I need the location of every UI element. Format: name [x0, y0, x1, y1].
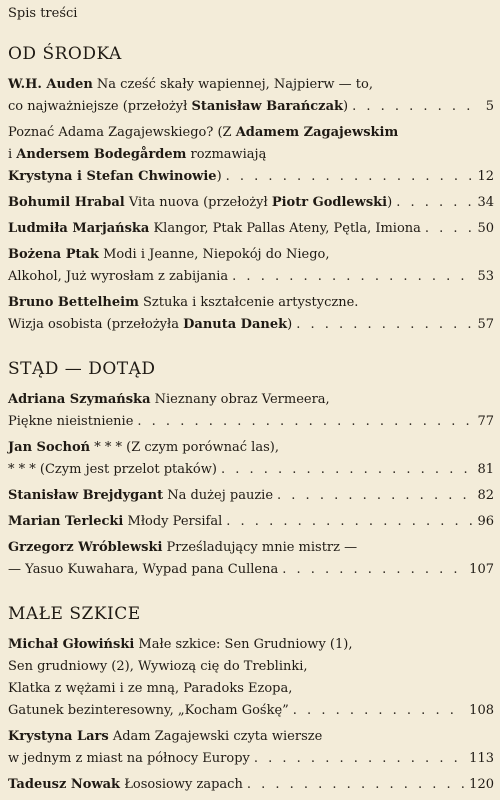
toc-entry[interactable] [8, 634, 494, 722]
page-number: 96 [477, 514, 494, 529]
author-name: Stanisław Barańczak [191, 99, 343, 114]
toc-entry-line [8, 192, 494, 214]
toc-entry-line [8, 459, 494, 481]
toc-entry-line [8, 559, 494, 581]
toc-entry-line [8, 748, 494, 770]
toc-entry[interactable] [8, 437, 494, 481]
toc-entry-line [8, 656, 494, 678]
toc-entry-text [8, 411, 133, 433]
author-name: Ludmiła Marjańska [8, 221, 150, 236]
title-text: Alkohol, Już wyrosłam z zabijania [8, 269, 229, 284]
toc-entry[interactable] [8, 218, 494, 240]
title-text: Młody Persifal [123, 514, 223, 529]
toc-entry[interactable] [8, 774, 494, 796]
section-heading: OD ŚRODKA [8, 44, 122, 64]
toc-entry-line [8, 74, 494, 96]
toc-entry[interactable] [8, 726, 494, 770]
title-text: co najważniejsze (przełożył [8, 99, 192, 114]
toc-entry-text [8, 637, 352, 652]
toc-entry-text [8, 729, 322, 744]
toc-entry-line [8, 411, 494, 433]
page-number: 5 [485, 99, 494, 114]
title-text: Na cześć skały wapiennej, Najpierw — to, [92, 77, 373, 92]
page-number: 108 [469, 703, 494, 718]
toc-entry-line [8, 244, 494, 266]
toc-entry-line [8, 700, 494, 722]
title-text: w jednym z miast na północy Europy [8, 751, 250, 766]
toc-entry-text [8, 218, 421, 240]
toc-entry[interactable] [8, 244, 494, 288]
toc-entry-line [8, 144, 494, 166]
dot-leader [293, 700, 465, 722]
page-number: 107 [469, 562, 494, 577]
toc-entry-line [8, 634, 494, 656]
title-text: Na dużej pauzie [163, 488, 274, 503]
page-number: 12 [477, 169, 494, 184]
toc-entry-line [8, 726, 494, 748]
toc-entry-text [8, 540, 357, 555]
toc-entry[interactable] [8, 292, 494, 336]
dot-leader [254, 748, 465, 770]
toc-entry-line [8, 537, 494, 559]
toc-entry-text [8, 440, 279, 455]
author-name: Adriana Szymańska [8, 392, 151, 407]
section-gap [8, 585, 494, 603]
toc-entry-text [8, 511, 222, 533]
toc-entry-text [8, 96, 348, 118]
title-text: Klatka z wężami i ze mną, Paradoks Ezopa, [8, 681, 293, 696]
toc-entry-text [8, 485, 273, 507]
toc-entry-line [8, 292, 494, 314]
title-text: Modi i Jeanne, Niepokój do Niego, [98, 247, 330, 262]
title-text: ) [216, 169, 222, 184]
table-of-contents [8, 6, 494, 800]
author-name: Michał Głowiński [8, 637, 135, 652]
author-name: Marian Terlecki [8, 514, 124, 529]
toc-entry-line [8, 122, 494, 144]
author-name: Tadeusz Nowak [8, 777, 121, 792]
title-text: Łososiowy zapach [120, 777, 243, 792]
section-heading: MAŁE SZKICE [8, 604, 141, 624]
toc-entry-text [8, 125, 398, 140]
toc-entry-text [8, 192, 392, 214]
page-number: 113 [469, 751, 494, 766]
author-name: Jan Sochoń [8, 440, 91, 455]
dot-leader [352, 96, 472, 118]
page-number: 82 [477, 488, 494, 503]
toc-entry-text [8, 748, 250, 770]
toc-entry-text [8, 659, 308, 674]
title-text: i [8, 147, 17, 162]
title-text: Poznać Adama Zagajewskiego? (Z [8, 125, 236, 140]
toc-entry-text [8, 147, 266, 162]
dot-leader [221, 459, 472, 481]
author-name: Danuta Danek [183, 317, 288, 332]
title-text: rozmawiają [186, 147, 267, 162]
title-text: Sztuka i kształcenie artystyczne. [138, 295, 359, 310]
dot-leader [296, 314, 472, 336]
toc-entry[interactable] [8, 485, 494, 507]
toc-entry-text [8, 166, 222, 188]
title-text: Vita nuova (przełożył [124, 195, 272, 210]
page-number: 57 [477, 317, 494, 332]
author-name: Krystyna Lars [8, 729, 109, 744]
toc-entry-text [8, 266, 228, 288]
toc-entry-text [8, 314, 292, 336]
toc-entry-line [8, 266, 494, 288]
toc-entry-text [8, 77, 373, 92]
title-text: Sen grudniowy (2), Wywiozą cię do Treblinki, [8, 659, 308, 674]
page-number: 77 [477, 414, 494, 429]
toc-entry-line [8, 485, 494, 507]
title-text: ) [287, 317, 293, 332]
title-text: Gatunek bezinteresowny, „Kocham Gośkę” [8, 703, 289, 718]
dot-leader [137, 411, 472, 433]
dot-leader [226, 166, 472, 188]
author-name: Stanisław Brejdygant [8, 488, 164, 503]
dot-leader [277, 485, 472, 507]
toc-entry-line [8, 389, 494, 411]
title-text: — Yasuo Kuwahara, Wypad pana Cullena [8, 562, 279, 577]
toc-entry-text [8, 295, 358, 310]
page-number: 50 [477, 221, 494, 236]
toc-entry[interactable] [8, 537, 494, 581]
author-name: Bruno Bettelheim [8, 295, 139, 310]
author-name: Bożena Ptak [8, 247, 99, 262]
toc-entry-line [8, 774, 494, 796]
title-text: Piękne nieistnienie [8, 414, 134, 429]
author-name: W.H. Auden [8, 77, 93, 92]
toc-entry-text [8, 459, 217, 481]
title-text: Nieznany obraz Vermeera, [150, 392, 330, 407]
toc-entry-line [8, 511, 494, 533]
author-name: Grzegorz Wróblewski [8, 540, 163, 555]
toc-entry[interactable] [8, 122, 494, 188]
dot-leader [425, 218, 472, 240]
author-name: Piotr Godlewski [271, 195, 388, 210]
title-text: Małe szkice: Sen Grudniowy (1), [134, 637, 353, 652]
title-text: Klangor, Ptak Pallas Ateny, Pętla, Imiona [149, 221, 421, 236]
dot-leader [247, 774, 465, 796]
page-number: 120 [469, 777, 494, 792]
page-number: 53 [477, 269, 494, 284]
toc-sections [8, 43, 494, 796]
toc-entry[interactable] [8, 389, 494, 433]
author-name: Adamem Zagajewskim [235, 125, 399, 140]
toc-entry-line [8, 678, 494, 700]
page-number: 81 [477, 462, 494, 477]
toc-entry-line [8, 218, 494, 240]
author-name: Bohumil Hrabal [8, 195, 125, 210]
title-text: ) [343, 99, 349, 114]
toc-entry-text [8, 247, 330, 262]
author-name: Andersem Bodegårdem [16, 147, 187, 162]
toc-entry-line [8, 96, 494, 118]
toc-entry-text [8, 774, 243, 796]
title-text: Wizja osobista (przełożyła [8, 317, 184, 332]
author-name: Krystyna i Stefan Chwinowie [8, 169, 217, 184]
section-heading: STĄD — DOTĄD [8, 359, 156, 379]
dot-leader [282, 559, 465, 581]
toc-entry-text [8, 559, 278, 581]
title-text: Adam Zagajewski czyta wiersze [108, 729, 323, 744]
toc-entry[interactable] [8, 192, 494, 214]
title-text: Prześladujący mnie mistrz — [162, 540, 358, 555]
toc-entry[interactable] [8, 511, 494, 533]
dot-leader [226, 511, 472, 533]
toc-entry-line [8, 166, 494, 188]
toc-entry-text [8, 700, 289, 722]
toc-entry-text [8, 392, 330, 407]
title-text: * * * (Czym jest przelot ptaków) [8, 462, 217, 477]
page-number: 34 [477, 195, 494, 210]
dot-leader [232, 266, 472, 288]
section-gap [8, 340, 494, 358]
dot-leader [396, 192, 472, 214]
toc-entry-text [8, 681, 292, 696]
title-text: * * * (Z czym porównać las), [90, 440, 279, 455]
toc-entry[interactable] [8, 74, 494, 118]
title-text: ) [387, 195, 393, 210]
toc-entry-line [8, 437, 494, 459]
toc-title: Spis treści [8, 6, 78, 21]
toc-entry-line [8, 314, 494, 336]
